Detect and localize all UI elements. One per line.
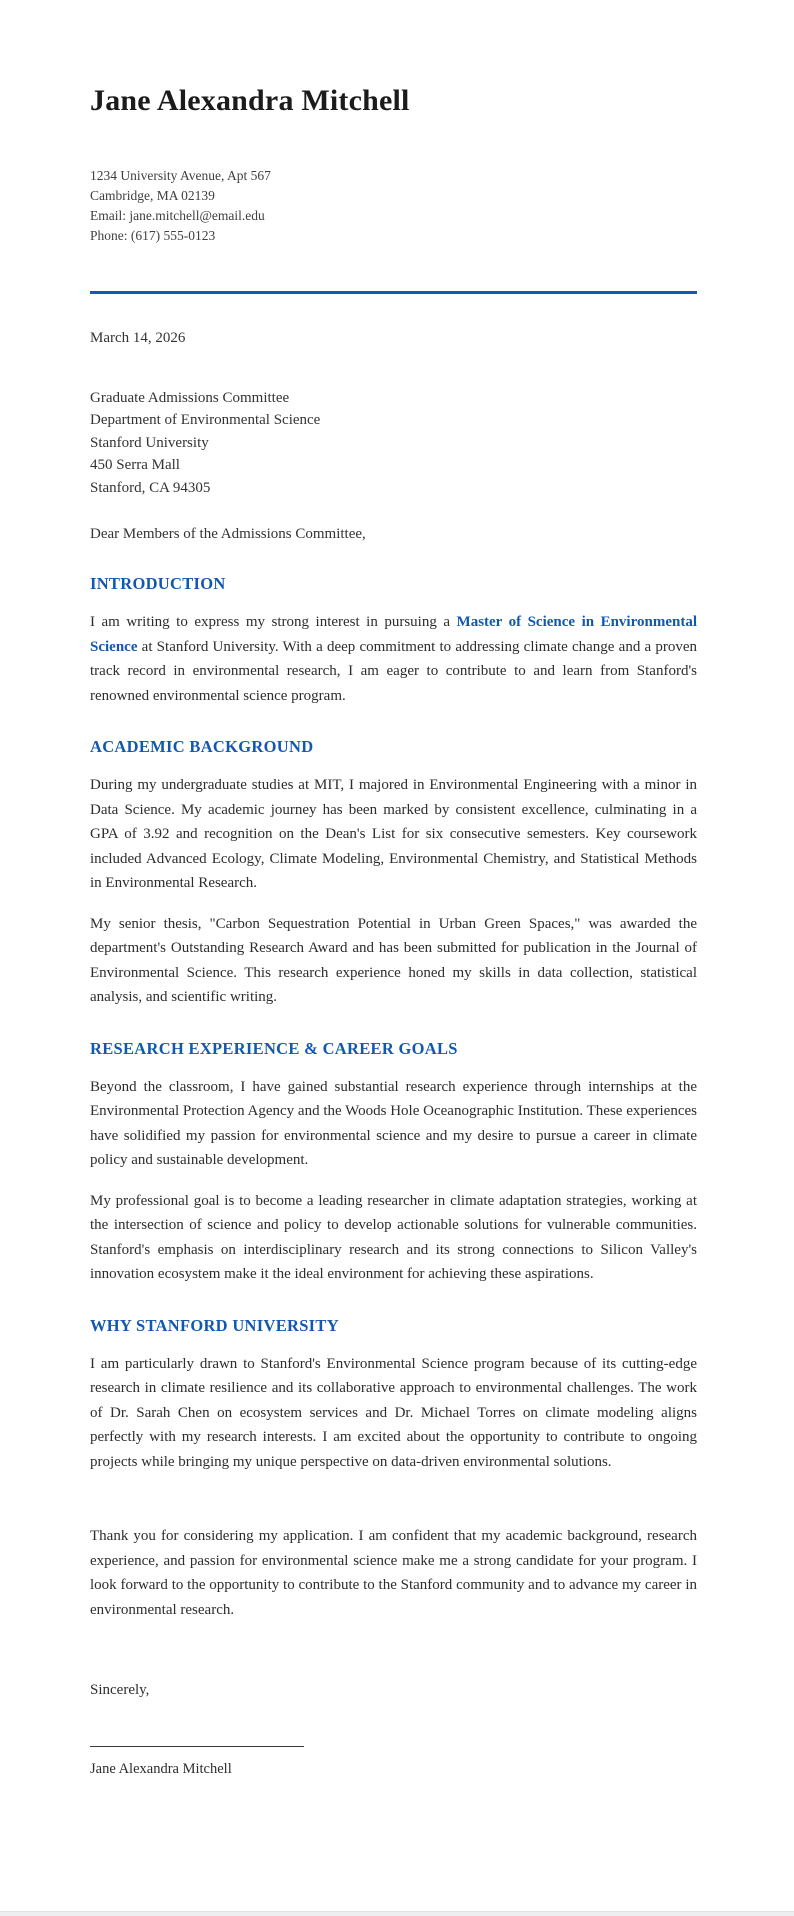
intro-text-before: I am writing to express my strong interest in pursuing a (90, 614, 457, 631)
sender-address-line-1: 1234 University Avenue, Apt 567 (90, 168, 271, 183)
program-name-highlight: Master of Science in Environmental Science (90, 614, 697, 655)
section-heading-introduction: INTRODUCTION (90, 574, 226, 594)
page-bottom-edge (0, 1911, 794, 1916)
sender-email: Email: jane.mitchell@email.edu (90, 208, 265, 223)
signature-name: Jane Alexandra Mitchell (90, 1761, 232, 1778)
section-heading-research-experience: RESEARCH EXPERIENCE & CAREER GOALS (90, 1038, 458, 1058)
letter-header (90, 84, 697, 246)
academic-background-paragraph-2: My senior thesis, "Carbon Sequestration Potential in Urban Green Spaces," was awarded the department's Outstanding Research Award and has been submitted for publication in the Journal of Environmental Science. This research experience honed my skills in data collection, statistical analysis, and scientific writing. (90, 915, 697, 1006)
sender-phone: Phone: (617) 555-0123 (90, 228, 216, 243)
recipient-line: 450 Serra Mall (90, 457, 180, 474)
closing-paragraph: Thank you for considering my application. I am confident that my academic background, research experience, and passion for environmental science make me a strong candidate for your program. I look forward to the opportunity to contribute to the Stanford community and to advance my career in environmental research. (90, 1528, 697, 1618)
signature-line (90, 1746, 304, 1747)
research-experience-paragraph-2: My professional goal is to become a leading researcher in climate adaptation strategies, working at the intersection of science and policy to develop actionable solutions for vulnerable communities. Stanford's emphasis on interdisciplinary research and its strong connections to Silicon Valley's innovation ecosystem make it the ideal environment for achieving these aspirations. (90, 1192, 697, 1283)
academic-background-paragraph-1: During my undergraduate studies at MIT, I majored in Environmental Engineering with a minor in Data Science. My academic journey has been marked by consistent excellence, culminating in a GPA of 3.92 and recognition on the Dean's List for six consecutive semesters. Key coursework included Advanced Ecology, Climate Modeling, Environmental Chemistry, and Statistical Methods in Environmental Research. (90, 777, 697, 892)
research-experience-paragraph-1: Beyond the classroom, I have gained substantial research experience through internships at the Environmental Protection Agency and the Woods Hole Oceanographic Institution. These experiences have solidified my passion for environmental science and my desire to pursue a career in climate policy and sustainable development. (90, 1078, 697, 1169)
letter-date: March 14, 2026 (90, 330, 186, 346)
signature-block (90, 1746, 697, 1779)
sender-contact-block (90, 166, 697, 246)
header-divider-rule (90, 291, 697, 294)
section-heading-why-stanford: WHY STANFORD UNIVERSITY (90, 1315, 339, 1335)
salutation: Dear Members of the Admissions Committee, (90, 526, 366, 543)
recipient-line: Graduate Admissions Committee (90, 390, 290, 406)
section-heading-academic-background: ACADEMIC BACKGROUND (90, 737, 314, 757)
intro-text-after: at Stanford University. With a deep commitment to addressing climate change and a proven track record in environmental research, I am eager to contribute to and learn from Stanford's renowned environmental science program. (90, 638, 697, 704)
recipient-line: Department of Environmental Science (90, 412, 321, 429)
recipient-address-block (90, 387, 697, 499)
valediction: Sincerely, (90, 1682, 150, 1699)
why-stanford-paragraph: I am particularly drawn to Stanford's Environmental Science program because of its cutting-edge research in climate resilience and its collaborative approach to environmental challenges. The work of Dr. Sarah Chen on ecosystem services and Dr. Michael Torres on climate modeling aligns perfectly with my research interests. I am excited about the opportunity to contribute to ongoing projects while bringing my unique perspective on data-driven environmental solutions. (90, 1355, 697, 1470)
sender-address-line-2: Cambridge, MA 02139 (90, 188, 215, 203)
introduction-paragraph (90, 610, 697, 708)
recipient-line: Stanford University (90, 434, 209, 451)
sender-name: Jane Alexandra Mitchell (90, 84, 410, 117)
recipient-line: Stanford, CA 94305 (90, 479, 211, 496)
